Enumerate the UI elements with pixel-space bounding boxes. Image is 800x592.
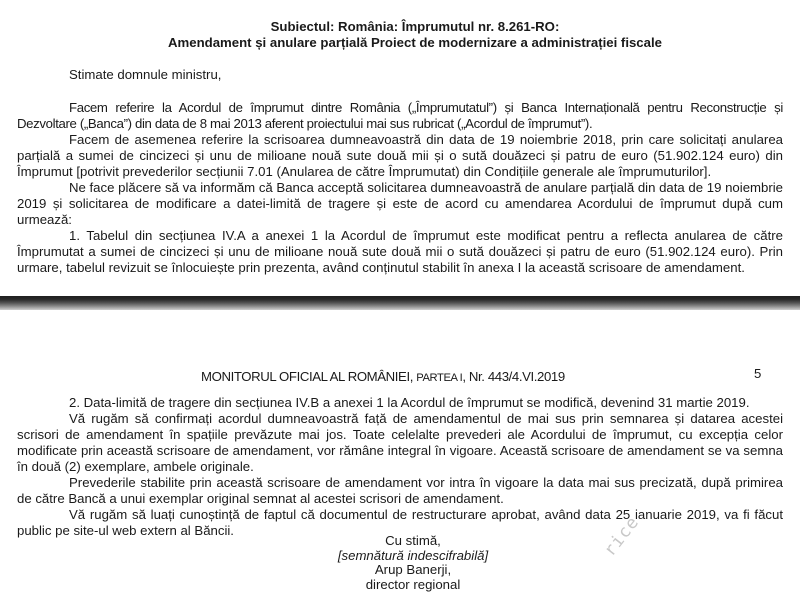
gazette-part: PARTEA I bbox=[416, 372, 463, 384]
paragraph-letter-reference: Facem de asemenea referire la scrisoarea dumneavoastră din data de 19 noiembrie 2018, prin care solicitați anularea parțială a sumei de cincizeci și unu de milioane nouă sute două mii și o sută douăzeci și patru de euro (51.902.124 euro) din Împrumut [potrivit prevederilor secțiunii 7.01 (Anularea de către Împrumutat) din Condițiile generale ale împrumuturilor]. bbox=[17, 132, 783, 179]
subject-heading bbox=[0, 19, 800, 51]
closing: Cu stimă, bbox=[385, 533, 441, 548]
signature-note: [semnătură indescifrabilă] bbox=[337, 547, 489, 563]
salutation: Stimate domnule ministru, bbox=[69, 67, 222, 82]
paragraph-amendment-1: 1. Tabelul din secțiunea IV.A a anexei 1 la Acordul de împrumut este modificat pentru a reflecta anularea de către Împrumutat a sumei de cincizeci și unu de milioane nouă sute două mii o sută douăzeci și patru de euro (51.902.124 euro). Prin urmare, tabelul revizuit se înlocuiește prin prezenta, având conținutul stabilit în anexa I la această scrisoare de amendament. bbox=[17, 228, 783, 275]
signatory-title: director regional bbox=[365, 576, 461, 592]
paragraph-acceptance: Ne face plăcere să va informăm că Banca acceptă solicitarea dumneavoastră de anulare parțială din data de 19 noiembrie 2019 și solicitarea de modificare a datei-limită de tragere și este de acord cu amendarea Acordului de împrumut după cum urmează: bbox=[17, 180, 784, 227]
signatory-name: Arup Banerji, bbox=[374, 562, 452, 578]
gazette-issue: , Nr. 443/4.VI.2019 bbox=[462, 369, 565, 384]
subject-line-2: Amendament și anulare parțială Proiect de modernizare a administrației fiscale bbox=[168, 35, 662, 50]
page-number: 5 bbox=[754, 366, 762, 381]
paragraph-amendment-2: 2. Data-limită de tragere din secțiunea IV.B a anexei 1 la Acordul de împrumut se modifică, devenind 31 martie 2019. bbox=[69, 395, 750, 410]
paragraph-public-disclosure: Vă rugăm să luați cunoștință de faptul că documentul de restructurare aprobat, având data 25 ianuarie 2019, va fi făcut public pe site-ul web extern al Băncii. bbox=[17, 507, 783, 538]
watermark: rice bbox=[600, 512, 644, 561]
paragraph-confirmation-request: Vă rugăm să confirmați acordul dumneavoastră față de amendamentul de mai sus prin semnarea și datarea acestei scrisori de amendament în spațiile prevăzute mai jos. Toate celelalte prevederi ale Acordului de împrumut, cu excepția celor modificate prin această scrisoare de amendament, vor rămâne integral în vigoare. Această scrisoare de amendament se va semna în două (2) exemplare, ambele originale. bbox=[17, 411, 783, 474]
top-body-text bbox=[17, 100, 783, 276]
gazette-title-main: MONITORUL OFICIAL AL ROMÂNIEI, bbox=[201, 369, 417, 384]
signature-block bbox=[0, 534, 800, 592]
gazette-title bbox=[201, 369, 565, 386]
page-break-divider bbox=[0, 296, 800, 310]
bottom-body-text bbox=[17, 395, 783, 539]
paragraph-effective-date: Prevederile stabilite prin această scrisoare de amendament vor intra în vigoare la data mai sus precizată, după primirea de către Bancă a unui exemplar original semnat al acestei scrisori de amendament. bbox=[17, 475, 783, 506]
paragraph-loan-agreement-reference: Facem referire la Acordul de împrumut dintre România („Împrumutatul”) și Banca Internațională pentru Reconstrucție și Dezvoltare („Banca”) din data de 8 mai 2013 aferent proiectului mai sus rubricat („Acordul de împrumut”). bbox=[17, 100, 783, 131]
subject-line-1: Subiectul: România: Împrumutul nr. 8.261-RO: bbox=[270, 19, 560, 34]
